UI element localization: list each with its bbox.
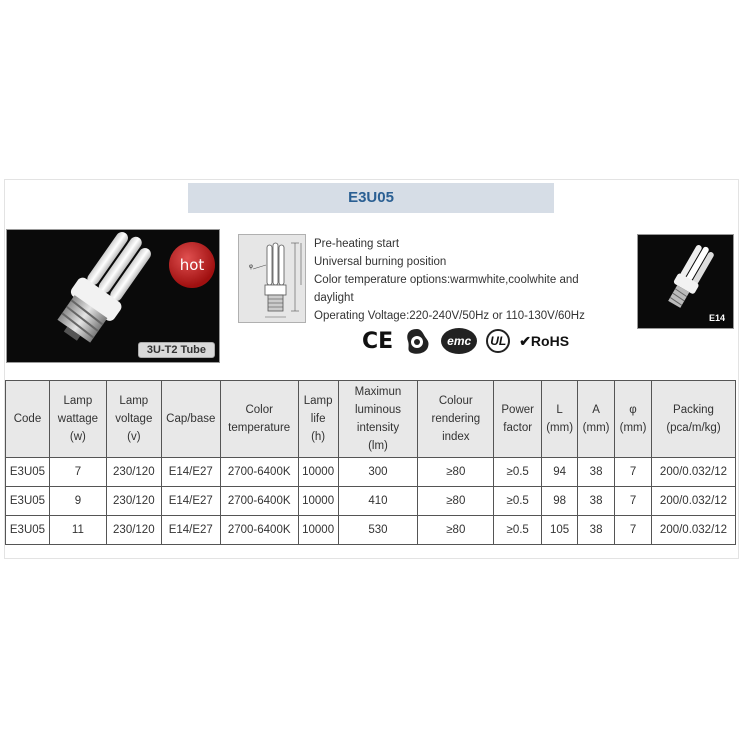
table-cell: 10000 (298, 516, 338, 545)
table-cell: 7 (615, 487, 652, 516)
table-cell: E14/E27 (161, 487, 220, 516)
column-header (6, 381, 50, 458)
table-cell: E14/E27 (161, 458, 220, 487)
column-header-line: life (310, 413, 326, 425)
column-header-line: (lm) (368, 440, 388, 452)
column-header (49, 381, 106, 458)
saa-mark-icon (402, 327, 432, 355)
table-cell: ≥0.5 (494, 487, 542, 516)
table-row (6, 458, 736, 487)
column-header (106, 381, 161, 458)
product-photo (6, 229, 220, 363)
hot-badge: hot (169, 242, 215, 288)
column-header-line: rendering (431, 413, 481, 425)
table-cell: 38 (578, 458, 615, 487)
svg-text:φ: φ (249, 263, 253, 270)
table-cell: 2700-6400K (220, 458, 298, 487)
column-header (298, 381, 338, 458)
column-header-line: voltage (115, 413, 153, 425)
feature-line: Operating Voltage:220-240V/50Hz or 110-130V/60Hz (314, 310, 585, 322)
table-cell: E3U05 (6, 487, 50, 516)
feature-line: Color temperature options:warmwhite,coolwhite and (314, 274, 579, 286)
table-cell: E3U05 (6, 458, 50, 487)
column-header-line: φ (629, 404, 637, 416)
table-row (6, 516, 736, 545)
table-cell: ≥80 (418, 516, 494, 545)
column-header (418, 381, 494, 458)
emc-mark-icon: emc (441, 328, 477, 354)
table-cell: 38 (578, 487, 615, 516)
table-cell: 230/120 (106, 487, 161, 516)
table-cell: ≥80 (418, 487, 494, 516)
column-header-line: (mm) (546, 422, 574, 434)
column-header-line: (mm) (619, 422, 647, 434)
column-header (161, 381, 220, 458)
table-cell: E14/E27 (161, 516, 220, 545)
column-header-line: factor (503, 422, 533, 434)
table-cell: 98 (542, 487, 578, 516)
table-cell: 410 (338, 487, 418, 516)
table-cell: 200/0.032/12 (652, 487, 736, 516)
column-header-line: Lamp (63, 395, 93, 407)
column-header (615, 381, 652, 458)
table-cell: 7 (49, 458, 106, 487)
table-cell: 7 (615, 458, 652, 487)
column-header-line: Power (501, 404, 534, 416)
column-header-line: Cap/base (166, 413, 216, 425)
table-cell: 9 (49, 487, 106, 516)
column-header-line: intensity (356, 422, 400, 434)
dimension-diagram (238, 234, 306, 323)
table-cell: 11 (49, 516, 106, 545)
column-header-line: index (442, 431, 470, 443)
column-header-line: (w) (69, 431, 86, 443)
table-cell: 200/0.032/12 (652, 458, 736, 487)
table-header-row (6, 381, 736, 458)
table-cell: 105 (542, 516, 578, 545)
table-cell: ≥0.5 (494, 516, 542, 545)
table-cell: 230/120 (106, 516, 161, 545)
column-header-line: Lamp (119, 395, 149, 407)
column-header (578, 381, 615, 458)
column-header-line: L (556, 404, 563, 416)
table-cell: 94 (542, 458, 578, 487)
table-cell: 230/120 (106, 458, 161, 487)
column-header-line: Lamp (303, 395, 333, 407)
ce-mark-icon: CE (362, 328, 394, 354)
feature-line: daylight (314, 292, 354, 304)
column-header-line: (mm) (582, 422, 610, 434)
feature-line: Pre-heating start (314, 238, 400, 250)
column-header-line: Colour (438, 395, 473, 407)
feature-list (314, 235, 624, 325)
tube-type-label: 3U-T2 Tube (138, 342, 215, 358)
table-cell: 2700-6400K (220, 487, 298, 516)
table-cell: 300 (338, 458, 418, 487)
column-header-line: temperature (228, 422, 291, 434)
column-header (338, 381, 418, 458)
table-cell: ≥0.5 (494, 458, 542, 487)
table-cell: E3U05 (6, 516, 50, 545)
table-cell: 10000 (298, 458, 338, 487)
column-header-line: (pca/m/kg) (666, 422, 721, 434)
rohs-mark-icon: ✔ RoHS (519, 332, 570, 349)
title-bar (188, 183, 554, 213)
rohs-check-icon: ✔ (519, 332, 531, 349)
table-row (6, 487, 736, 516)
specification-table (5, 380, 736, 545)
column-header (652, 381, 736, 458)
column-header-line: Code (13, 413, 42, 425)
cap-type-label: E14 (708, 313, 725, 323)
column-header-line: luminous (354, 404, 401, 416)
column-header (220, 381, 298, 458)
feature-line: Universal burning position (314, 256, 447, 268)
table-cell: 38 (578, 516, 615, 545)
table-cell: 7 (615, 516, 652, 545)
column-header-line: Packing (673, 404, 714, 416)
column-header-line: A (592, 404, 600, 416)
table-cell: 2700-6400K (220, 516, 298, 545)
table-cell: 530 (338, 516, 418, 545)
table-cell: ≥80 (418, 458, 494, 487)
dimension-drawing-icon (239, 235, 305, 322)
table-cell: 10000 (298, 487, 338, 516)
column-header-line: (h) (311, 431, 326, 443)
certification-marks (362, 327, 569, 355)
column-header (542, 381, 578, 458)
product-title: E3U05 (348, 189, 394, 206)
column-header (494, 381, 542, 458)
table-cell: 200/0.032/12 (652, 516, 736, 545)
column-header-line: wattage (57, 413, 99, 425)
column-header-line: Color (245, 404, 273, 416)
ul-mark-icon: UL (486, 329, 510, 353)
column-header-line: (v) (127, 431, 141, 443)
column-header-line: Maximun (354, 386, 402, 398)
e14-product-photo (637, 234, 734, 329)
